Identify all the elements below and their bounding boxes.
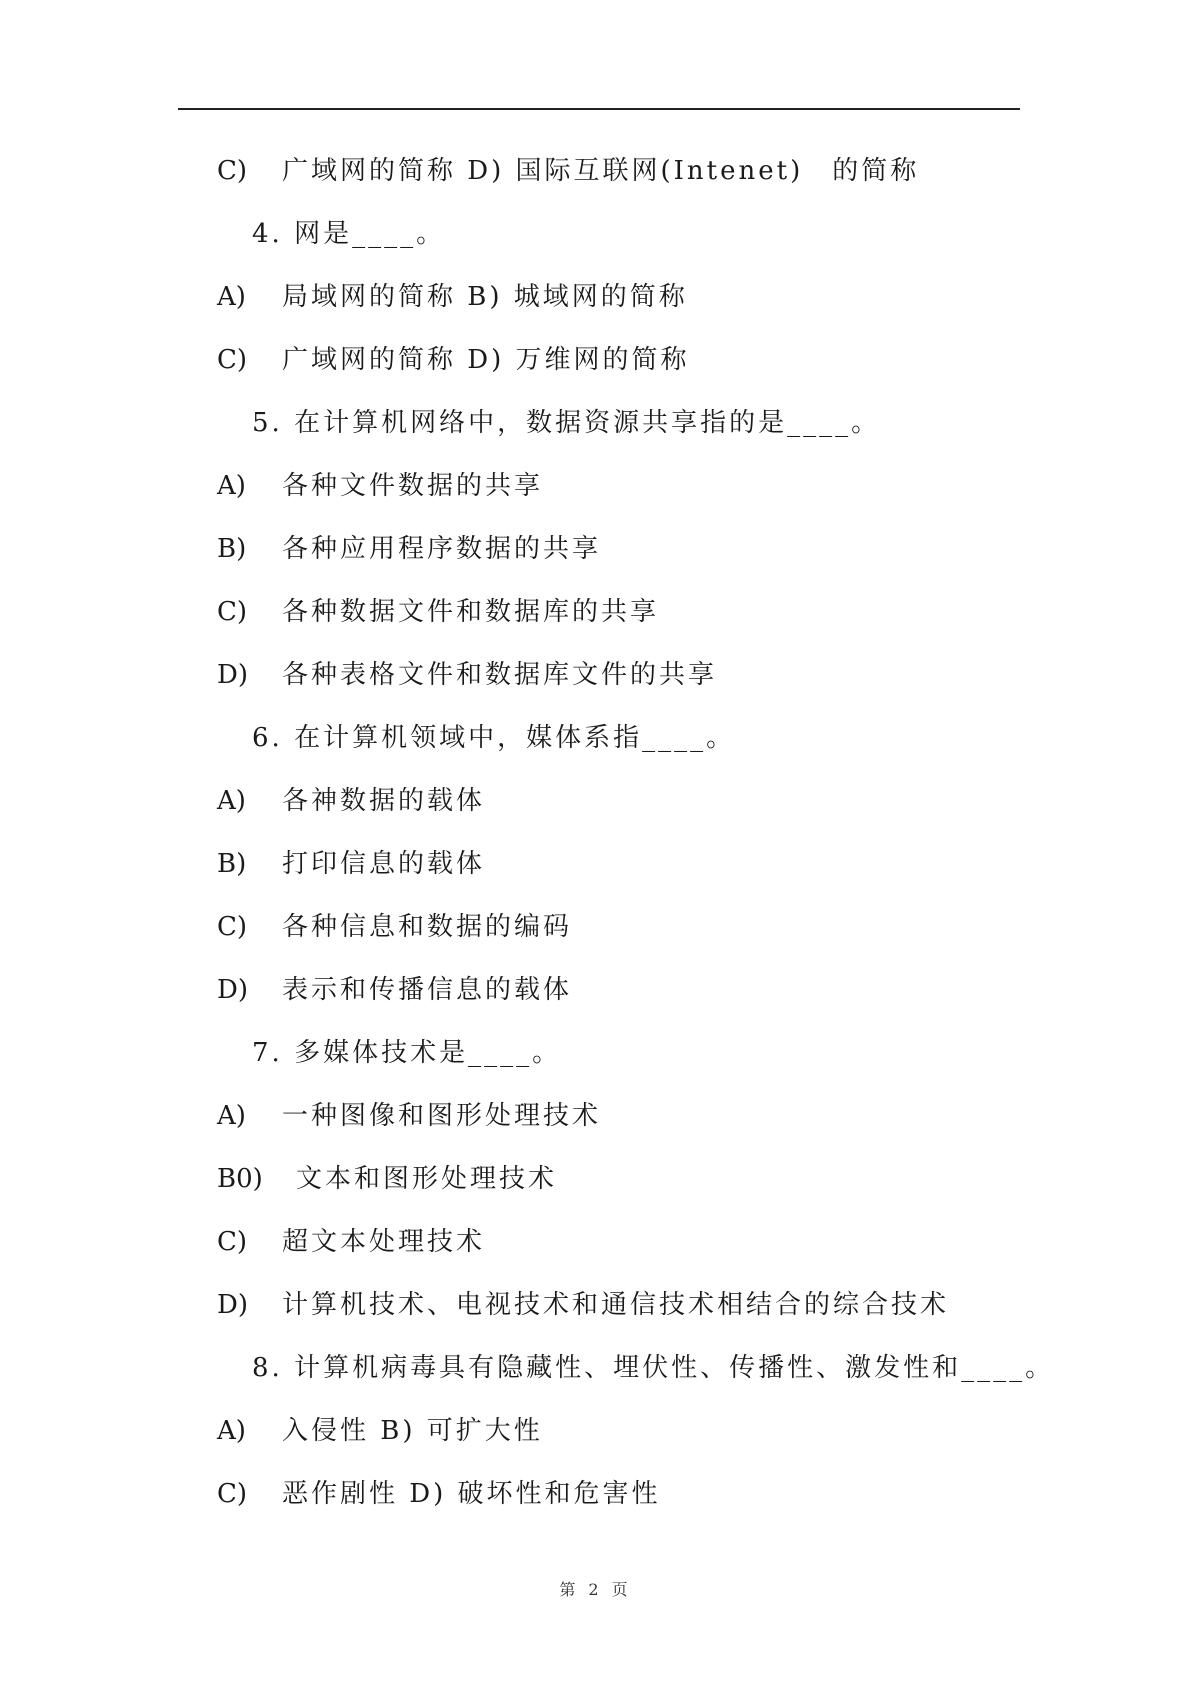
option-line [0, 770, 1191, 833]
option-text: 各种信息和数据的编码 [282, 912, 573, 942]
question-line: 4. 网是____。 [252, 219, 446, 249]
option-label: B0) [217, 1164, 263, 1194]
question-line: 5. 在计算机网络中，数据资源共享指的是____。 [252, 408, 881, 438]
option-label: A) [217, 471, 246, 501]
option-label: D) [217, 660, 248, 690]
option-label: B) [217, 849, 247, 879]
option-text: 各种应用程序数据的共享 [282, 534, 602, 564]
option-text: 恶作剧性 D) 破坏性和危害性 [282, 1479, 661, 1509]
question-line: 7. 多媒体技术是____。 [252, 1038, 562, 1068]
option-line [0, 1274, 1191, 1337]
header-rule [178, 108, 1020, 110]
option-line [0, 1148, 1191, 1211]
option-label: D) [217, 1290, 248, 1320]
option-text: 局域网的简称 B) 城域网的简称 [282, 282, 688, 312]
option-label: C) [217, 1479, 248, 1509]
option-text: 各种数据文件和数据库的共享 [282, 597, 660, 627]
option-label: C) [217, 156, 248, 186]
option-text: 各神数据的载体 [282, 786, 486, 816]
option-label: A) [217, 786, 246, 816]
option-line [0, 581, 1191, 644]
option-line [0, 644, 1191, 707]
option-label: C) [217, 597, 248, 627]
option-line [0, 140, 1191, 203]
option-label: C) [217, 1227, 248, 1257]
option-line [0, 833, 1191, 896]
option-line [0, 1400, 1191, 1463]
question-line: 8. 计算机病毒具有隐藏性、埋伏性、传播性、激发性和____。 [252, 1353, 1055, 1383]
option-text: 计算机技术、电视技术和通信技术相结合的综合技术 [282, 1290, 950, 1320]
option-label: A) [217, 282, 246, 312]
option-text: 一种图像和图形处理技术 [282, 1101, 602, 1131]
question-line: 6. 在计算机领域中，媒体系指____。 [252, 723, 736, 753]
option-line [0, 266, 1191, 329]
option-label: C) [217, 345, 248, 375]
option-line [0, 1085, 1191, 1148]
option-line [0, 1211, 1191, 1274]
option-line [0, 329, 1191, 392]
option-text: 超文本处理技术 [282, 1227, 486, 1257]
option-text: 文本和图形处理技术 [296, 1164, 558, 1194]
document-body [0, 140, 1191, 1526]
option-line [0, 1463, 1191, 1526]
option-text: 入侵性 B) 可扩大性 [282, 1416, 543, 1446]
option-text: 各种文件数据的共享 [282, 471, 544, 501]
option-text: 各种表格文件和数据库文件的共享 [282, 660, 718, 690]
option-line [0, 959, 1191, 1022]
option-line [0, 896, 1191, 959]
option-label: C) [217, 912, 248, 942]
option-label: A) [217, 1416, 246, 1446]
option-text: 广域网的简称 D) 国际互联网(Intenet) 的简称 [282, 156, 920, 186]
page-number: 第 2 页 [559, 1580, 632, 1599]
option-text: 打印信息的载体 [282, 849, 486, 879]
option-line [0, 455, 1191, 518]
option-label: A) [217, 1101, 246, 1131]
option-text: 表示和传播信息的载体 [282, 975, 573, 1005]
option-label: B) [217, 534, 247, 564]
option-text: 广域网的简称 D) 万维网的简称 [282, 345, 690, 375]
option-line [0, 518, 1191, 581]
option-label: D) [217, 975, 248, 1005]
